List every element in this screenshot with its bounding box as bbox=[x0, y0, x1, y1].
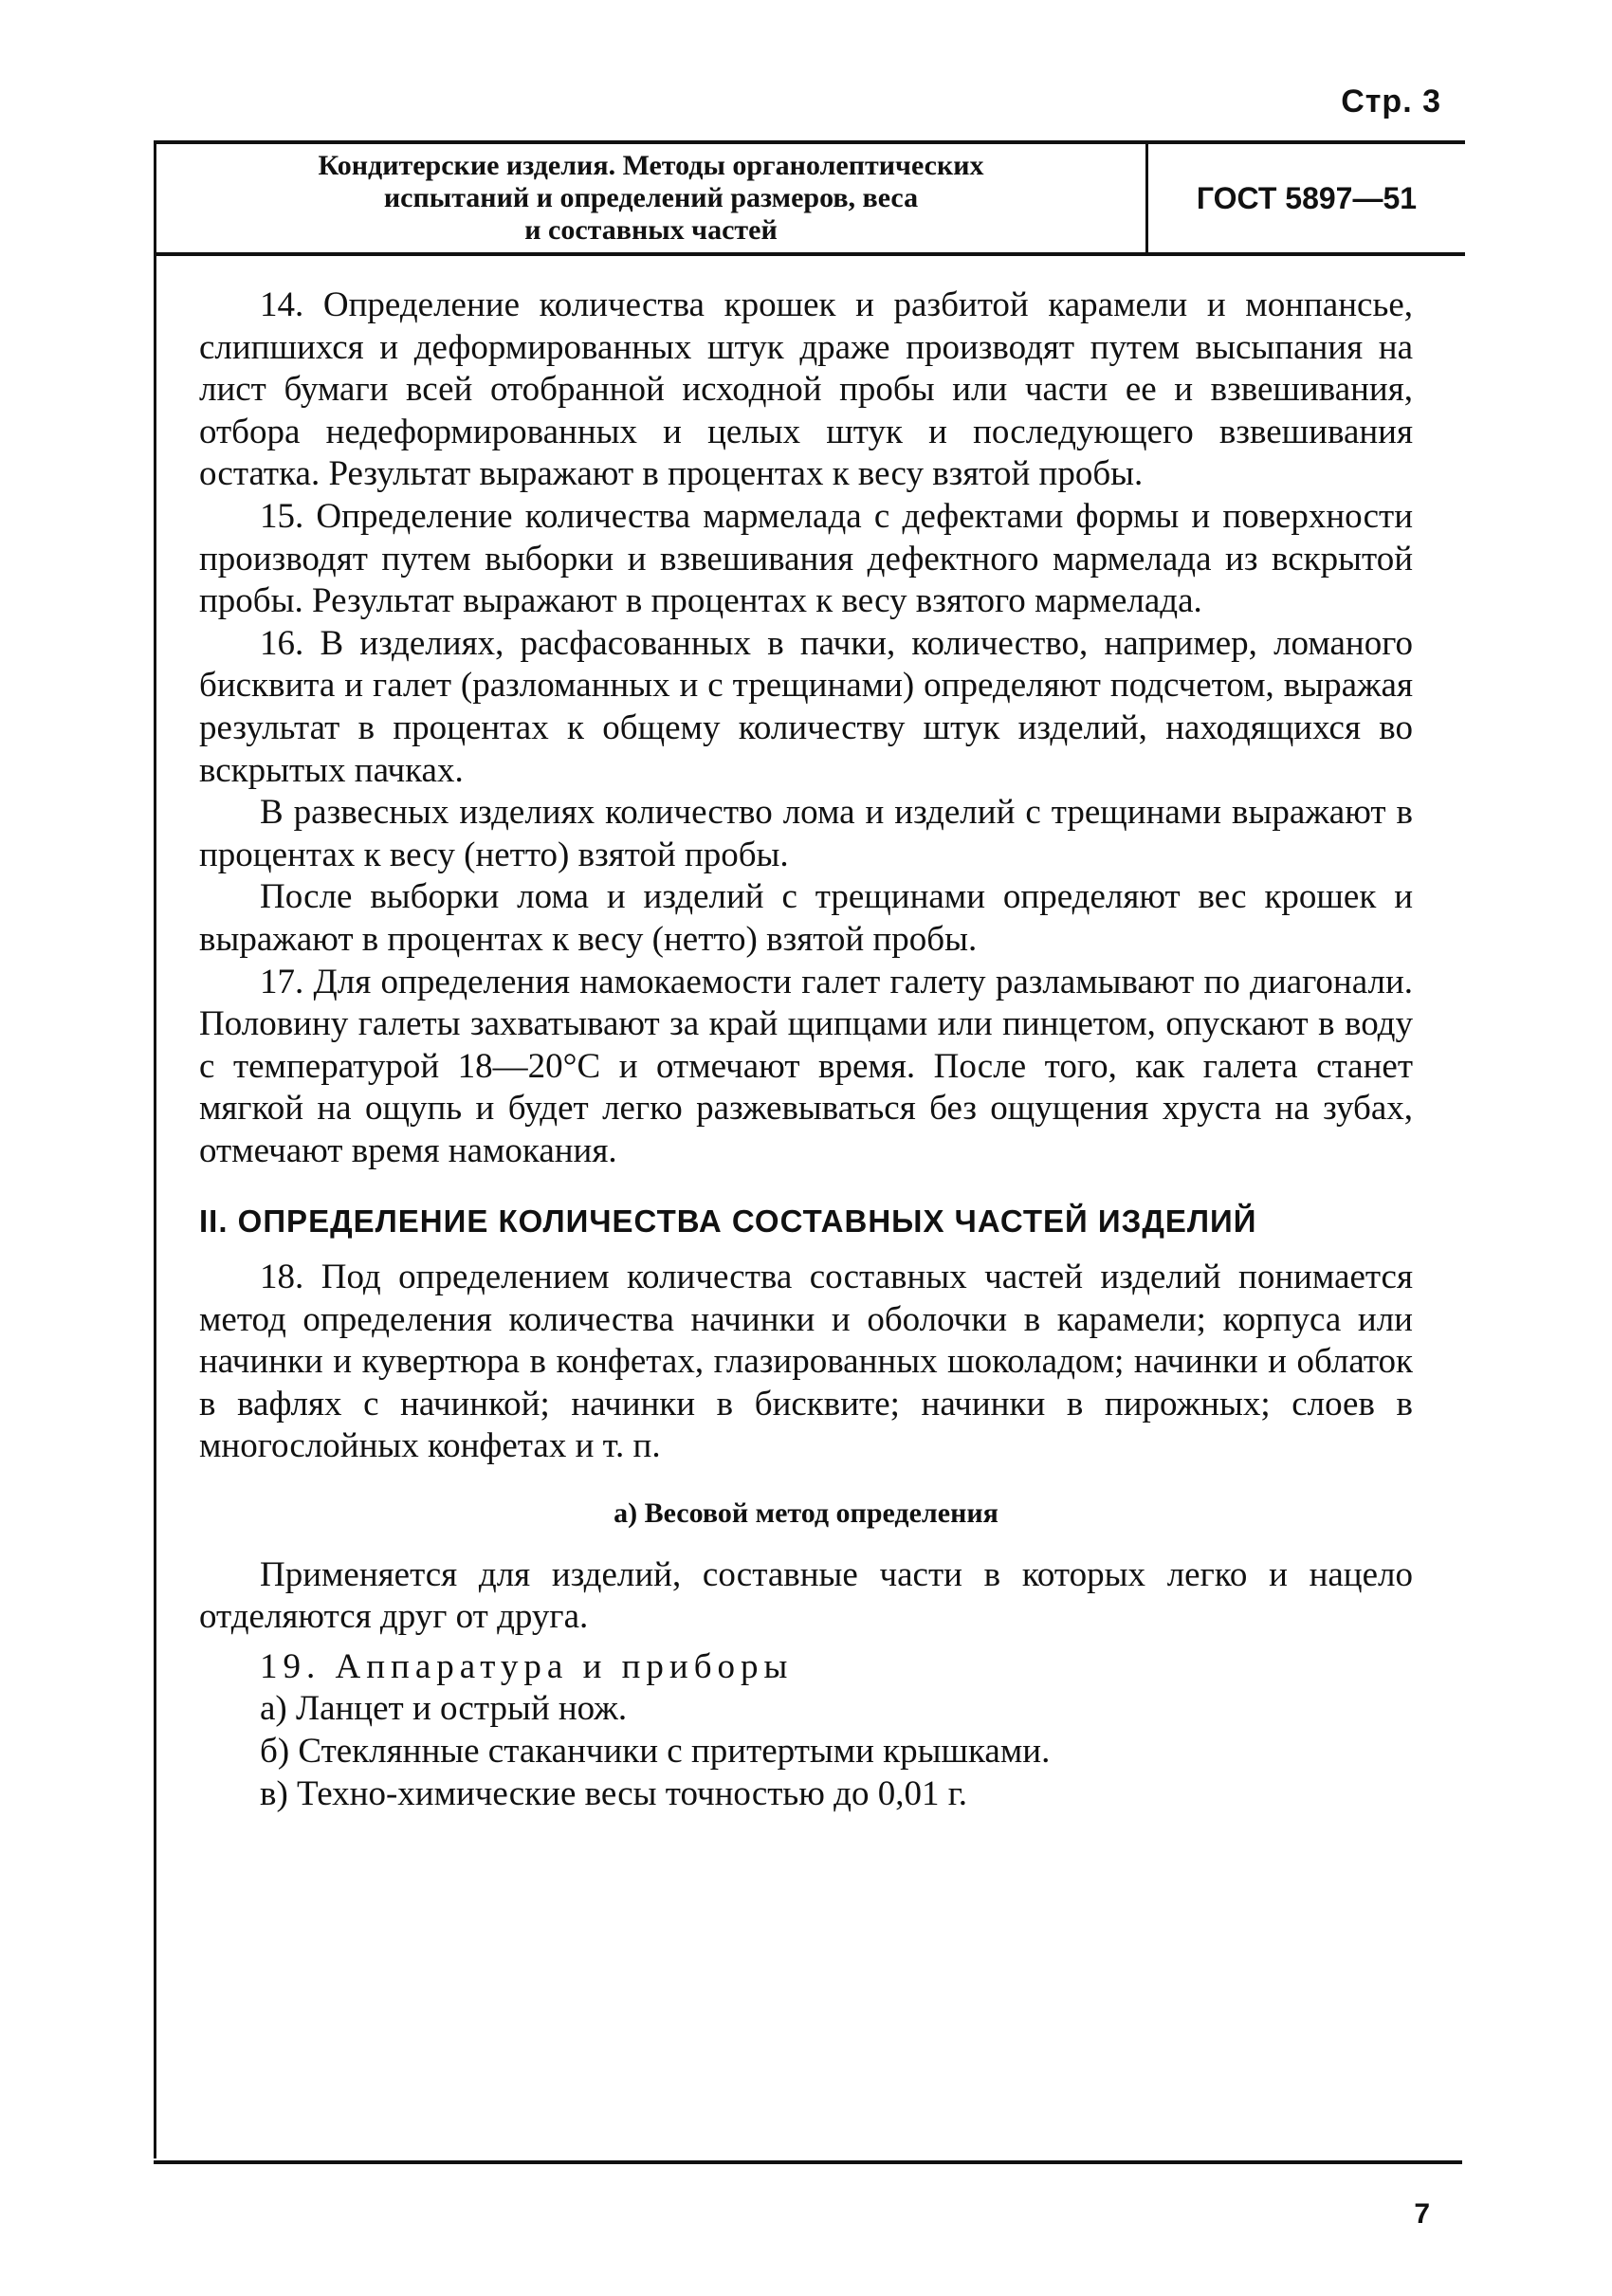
list-item: в) Техно-химические весы точностью до 0,01 г. bbox=[260, 1773, 967, 1813]
header-title-line: и составных частей bbox=[524, 214, 778, 246]
paragraph-crumbs: После выборки лома и изделий с трещинами определяют вес крошек и выражают в процентах к весу (нетто) взятой пробы. bbox=[199, 877, 1413, 959]
subheading-weight-method: а) Весовой метод определения bbox=[614, 1497, 998, 1530]
page-body bbox=[199, 285, 1413, 1815]
paragraph-16: 16. В изделиях, расфасованных в пачки, количество, например, ломаного бисквита и галет (разломанных и с трещинами) определяют подсчетом, выражая результат в процентах к общему количеству штук изделий, находящихся во вскрытых пачках. bbox=[199, 623, 1413, 790]
left-margin-rule bbox=[154, 248, 156, 2158]
paragraph-17: 17. Для определения намокаемости галет галету разламывают по диагонали. Половину галеты захватывают за край щипцами или пинцетом, опускают в воду с температурой 18—20°С и отмечают время. После того, как галета станет мягкой на ощупь и будет легко разжевываться без ощущения хруста на зубах, отмечают время намокания. bbox=[199, 962, 1413, 1170]
header-title bbox=[156, 144, 1148, 252]
footer-rule bbox=[154, 2160, 1462, 2164]
paragraph-14: 14. Определение количества крошек и разбитой карамели и монпансье, слипшихся и деформированных штук драже производят путем высыпания на лист бумаги всей отобранной исходной пробы или части ее и взвешивания, отбора недеформированных и целых штук и последующего взвешивания остатка. Результат выражают в процентах к весу взятой пробы. bbox=[199, 285, 1413, 494]
header-title-line: Кондитерские изделия. Методы органолептических bbox=[318, 150, 984, 181]
header-title-line: испытаний и определений размеров, веса bbox=[383, 182, 919, 213]
list-item: б) Стеклянные стаканчики с притертыми крышками. bbox=[260, 1732, 1051, 1771]
paragraph-applies: Применяется для изделий, составные части в которых легко и нацело отделяются друг от друга. bbox=[199, 1554, 1413, 1637]
item-19-heading: 19. Аппаратура и приборы bbox=[260, 1646, 794, 1686]
page-number: 7 bbox=[1414, 2198, 1430, 2230]
list-item: а) Ланцет и острый нож. bbox=[260, 1689, 628, 1729]
paragraph-15: 15. Определение количества мармелада с дефектами формы и поверхности производят путем выборки и взвешивания дефектного мармелада из вскрытой пробы. Результат выражают в процентах к весу взятого мармелада. bbox=[199, 496, 1413, 621]
paragraph-18: 18. Под определением количества составных частей изделий понимается метод определения количества начинки и оболочки в карамели; корпуса или начинки и кувертюра в конфетах, глазированных шоколадом; начинки и облаток в вафлях с начинкой; начинки в бисквите; начинки в пирожных; слоев в многослойных конфетах и т. п. bbox=[199, 1258, 1413, 1466]
standard-code: ГОСТ 5897—51 bbox=[1196, 180, 1418, 215]
section-heading: II. ОПРЕДЕЛЕНИЕ КОЛИЧЕСТВА СОСТАВНЫХ ЧАСТЕЙ ИЗДЕЛИЙ bbox=[199, 1203, 1257, 1240]
paragraph-bulk-goods: В развесных изделиях количество лома и изделий с трещинами выражают в процентах к весу (нетто) взятой пробы. bbox=[199, 793, 1413, 874]
document-header bbox=[154, 140, 1465, 256]
page-label: Стр. 3 bbox=[1341, 83, 1441, 119]
